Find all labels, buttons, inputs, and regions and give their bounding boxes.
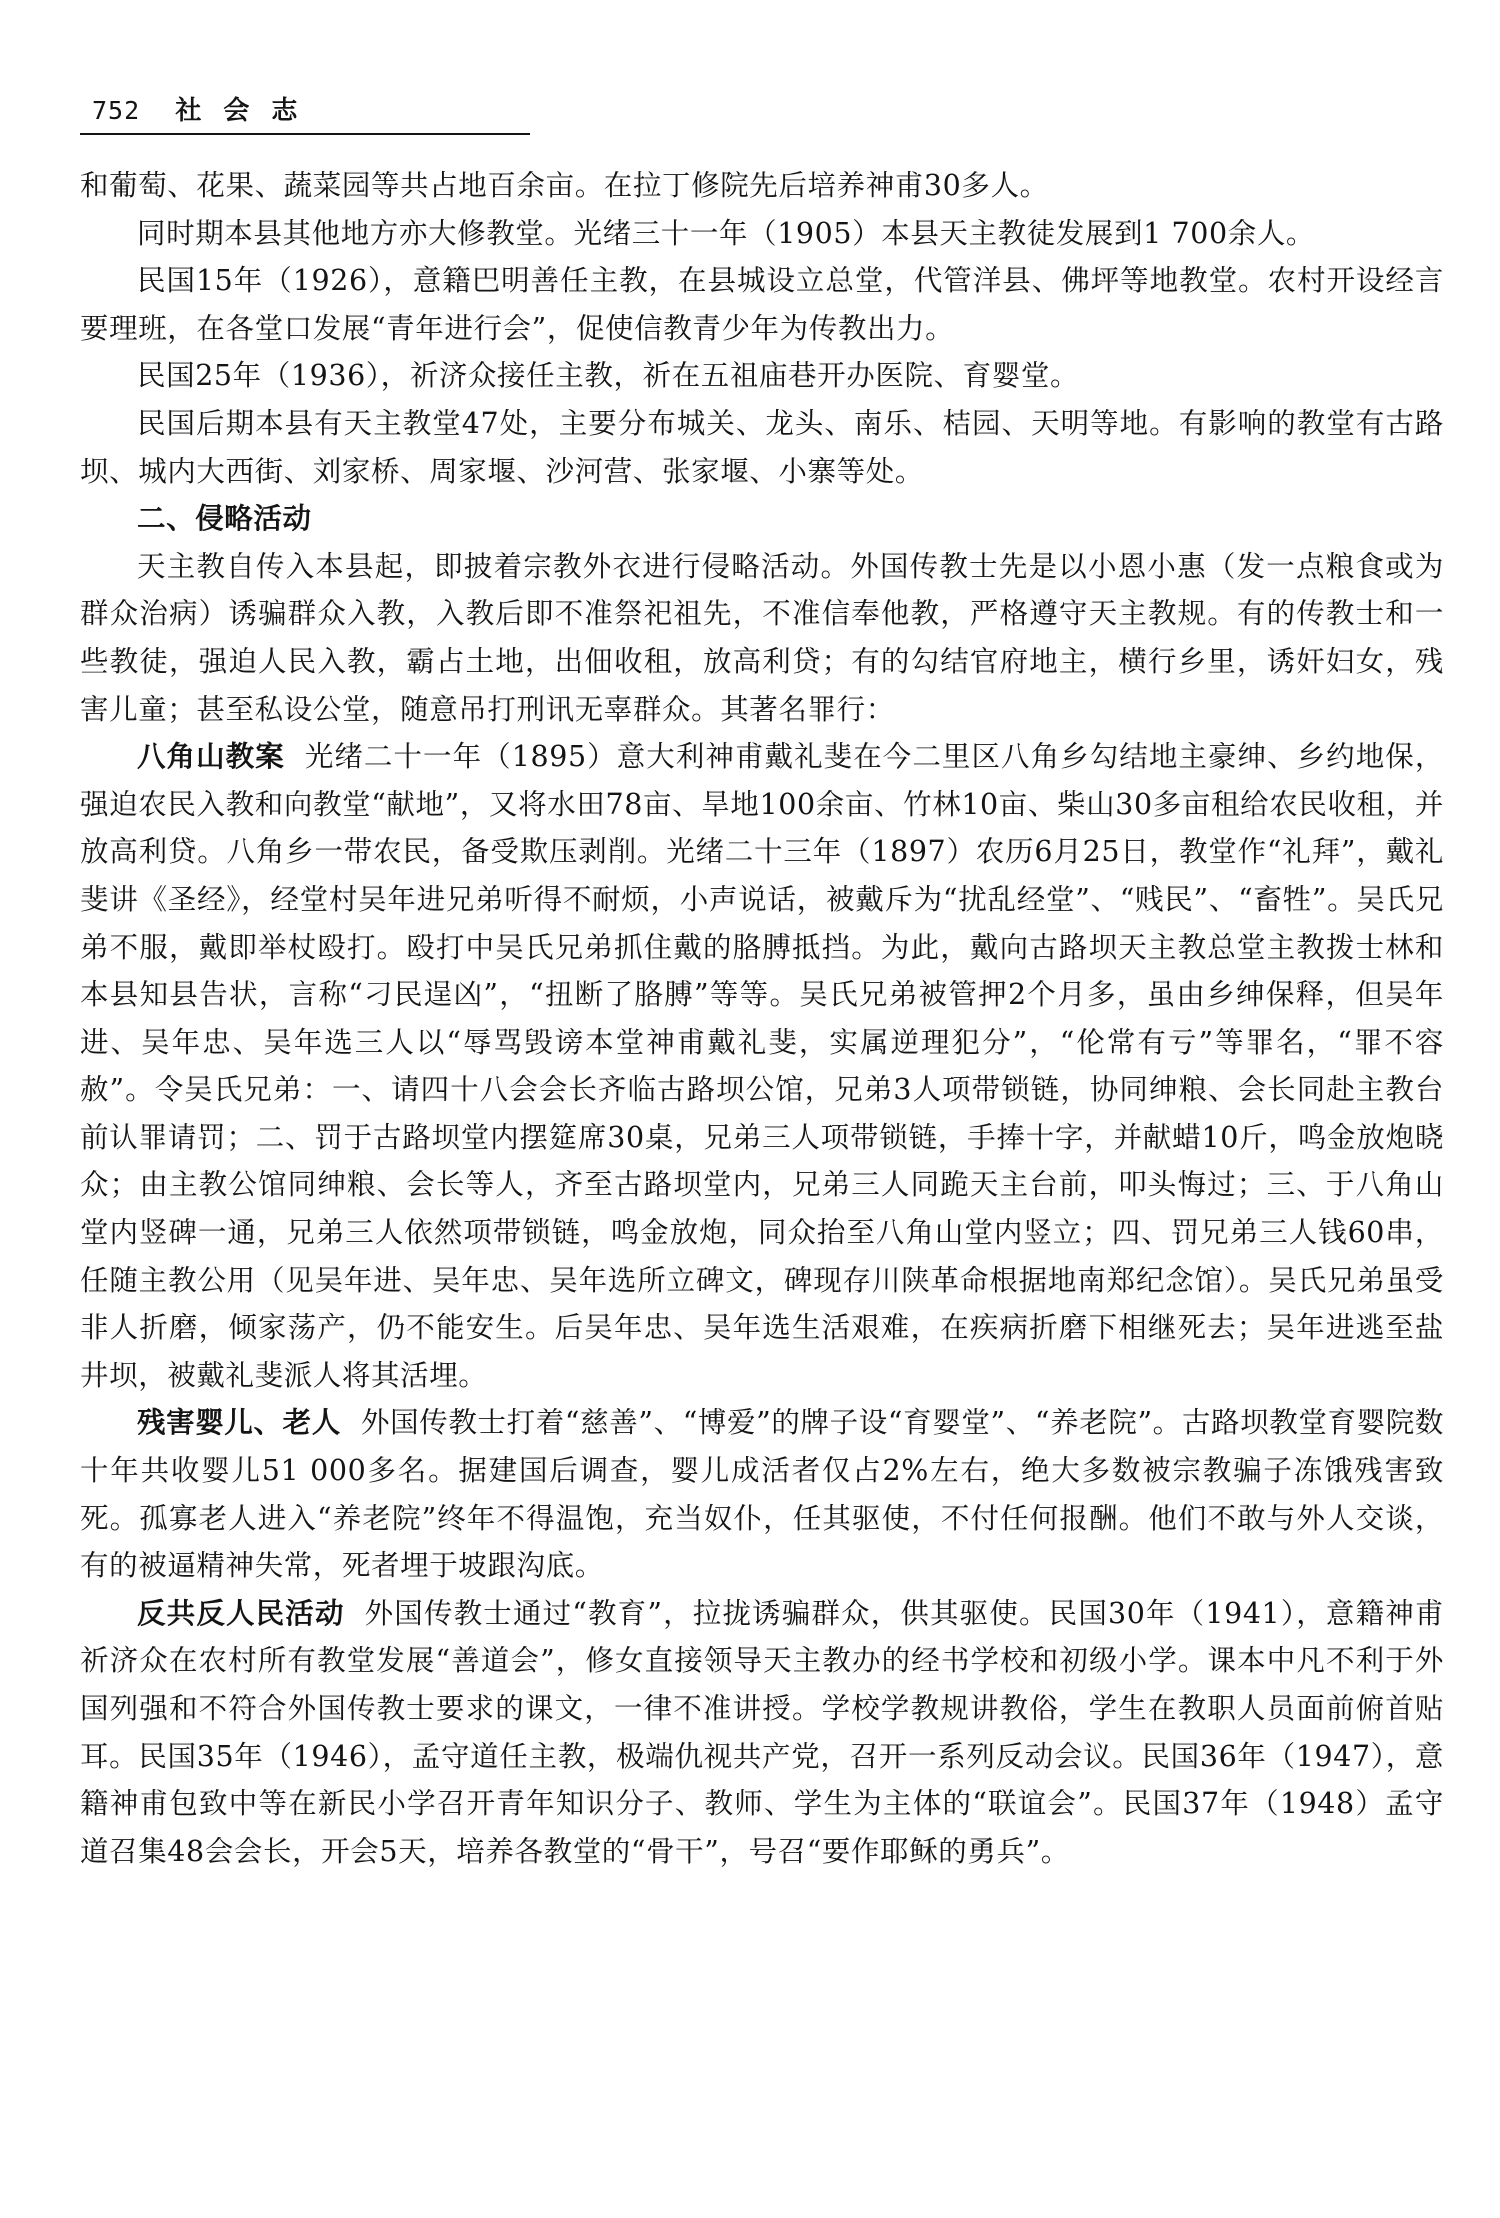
book-title: 社会志: [175, 96, 320, 126]
case-paragraph: [80, 1590, 1444, 1876]
paragraph: 同时期本县其他地方亦大修教堂。光绪三十一年（1905）本县天主教徒发展到1 700余人。: [137, 216, 1316, 250]
paragraph: 民国后期本县有天主教堂47处，主要分布城关、龙头、南乐、桔园、天明等地。有影响的教堂有古路坝、城内大西街、刘家桥、周家堰、沙河营、张家堰、小寨等处。: [80, 406, 1444, 488]
case-title: 反共反人民活动: [137, 1596, 345, 1630]
paragraph: 民国15年（1926），意籍巴明善任主教，在县城设立总堂，代管洋县、佛坪等地教堂。农村开设经言要理班，在各堂口发展“青年进行会”，促使信教青少年为传教出力。: [80, 264, 1444, 345]
document-page: [80, 0, 1444, 2218]
paragraph: 民国25年（1936），祈济众接任主教，祈在五祖庙巷开办医院、育婴堂。: [137, 359, 1080, 393]
page-number: 752: [92, 96, 141, 125]
case-text: 光绪二十一年（1895）意大利神甫戴礼斐在今二里区八角乡勾结地主豪绅、乡约地保，强迫农民入教和向教堂“献地”，又将水田78亩、旱地100余亩、竹林10亩、柴山30多亩租给农民收租，并放高利贷。八角乡一带农民，备受欺压剥削。光绪二十三年（1897）农历6月25日，教堂作“礼拜”，戴礼斐讲《圣经》，经堂村吴年进兄弟听得不耐烦，小声说话，被戴斥为“扰乱经堂”、“贱民”、“畜牲”。吴氏兄弟不服，戴即举杖殴打。殴打中吴氏兄弟抓住戴的胳膊抵挡。为此，戴向古路坝天主教总堂主教拨士林和本县知县告状，言称“刁民逞凶”，“扭断了胳膊”等等。吴氏兄弟被管押2个月多，虽由乡绅保释，但吴年进、吴年忠、吴年选三人以“辱骂毁谤本堂神甫戴礼斐，实属逆理犯分”，“伦常有亏”等罪名，“罪不容赦”。令吴氏兄弟：一、请四十八会会长齐临古路坝公馆，兄弟3人项带锁链，协同绅粮、会长同赴主教台前认罪请罚；二、罚于古路坝堂内摆筵席30桌，兄弟三人项带锁链，手捧十字，并献蜡10斤，鸣金放炮晓众；由主教公馆同绅粮、会长等人，齐至古路坝堂内，兄弟三人同跪天主台前，叩头悔过；三、于八角山堂内竖碑一通，兄弟三人依然项带锁链，鸣金放炮，同众抬至八角山堂内竖立；四、罚兄弟三人钱60串，任随主教公用（见吴年进、吴年忠、吴年选所立碑文，碑现存川陕革命根据地南郑纪念馆）。吴氏兄弟虽受非人折磨，倾家荡产，仍不能安生。后吴年忠、吴年选生活艰难，在疾病折磨下相继死去；吴年进逃至盐井坝，被戴礼斐派人将其活埋。: [80, 740, 1444, 1392]
paragraph: 天主教自传入本县起，即披着宗教外衣进行侵略活动。外国传教士先是以小恩小惠（发一点粮食或为群众治病）诱骗群众入教，入教后即不准祭祀祖先，不准信奉他教，严格遵守天主教规。有的传教士和一些教徒，强迫人民入教，霸占土地，出佃收租，放高利贷；有的勾结官府地主，横行乡里，诱奸妇女，残害儿童；甚至私设公堂，随意吊打刑讯无辜群众。其著名罪行：: [80, 549, 1444, 726]
case-paragraph: [80, 733, 1444, 1399]
paragraph-continued: 和葡萄、花果、蔬菜园等共占地百余亩。在拉丁修院先后培养神甫30多人。: [80, 169, 1049, 202]
case-text: 外国传教士打着“慈善”、“博爱”的牌子设“育婴堂”、“养老院”。古路坝教堂育婴院数十年共收婴儿51 000多名。据建国后调查，婴儿成活者仅占2%左右，绝大多数被宗教骗子冻饿残害致死。孤寡老人进入“养老院”终年不得温饱，充当奴仆，任其驱使，不付任何报酬。他们不敢与外人交谈，有的被逼精神失常，死者埋于坡跟沟底。: [80, 1406, 1444, 1583]
case-title: 八角山教案: [137, 740, 285, 774]
case-title: 残害婴儿、老人: [137, 1406, 341, 1440]
section-heading: 二、侵略活动: [137, 501, 312, 536]
header-rule: [80, 133, 530, 135]
case-paragraph: [80, 1399, 1444, 1589]
case-text: 外国传教士通过“教育”，拉拢诱骗群众，供其驱使。民国30年（1941），意籍神甫祈济众在农村所有教堂发展“善道会”，修女直接领导天主教办的经书学校和初级小学。课本中凡不利于外国列强和不符合外国传教士要求的课文，一律不准讲授。学校学教规讲教俗，学生在教职人员面前俯首贴耳。民国35年（1946），孟守道任主教，极端仇视共产党，召开一系列反动会议。民国36年（1947），意籍神甫包致中等在新民小学召开青年知识分子、教师、学生为主体的“联谊会”。民国37年（1948）孟守道召集48会会长，开会5天，培养各教堂的“骨干”，号召“要作耶稣的勇兵”。: [80, 1596, 1445, 1868]
running-header: [92, 90, 319, 127]
body-text: [80, 162, 1444, 1875]
